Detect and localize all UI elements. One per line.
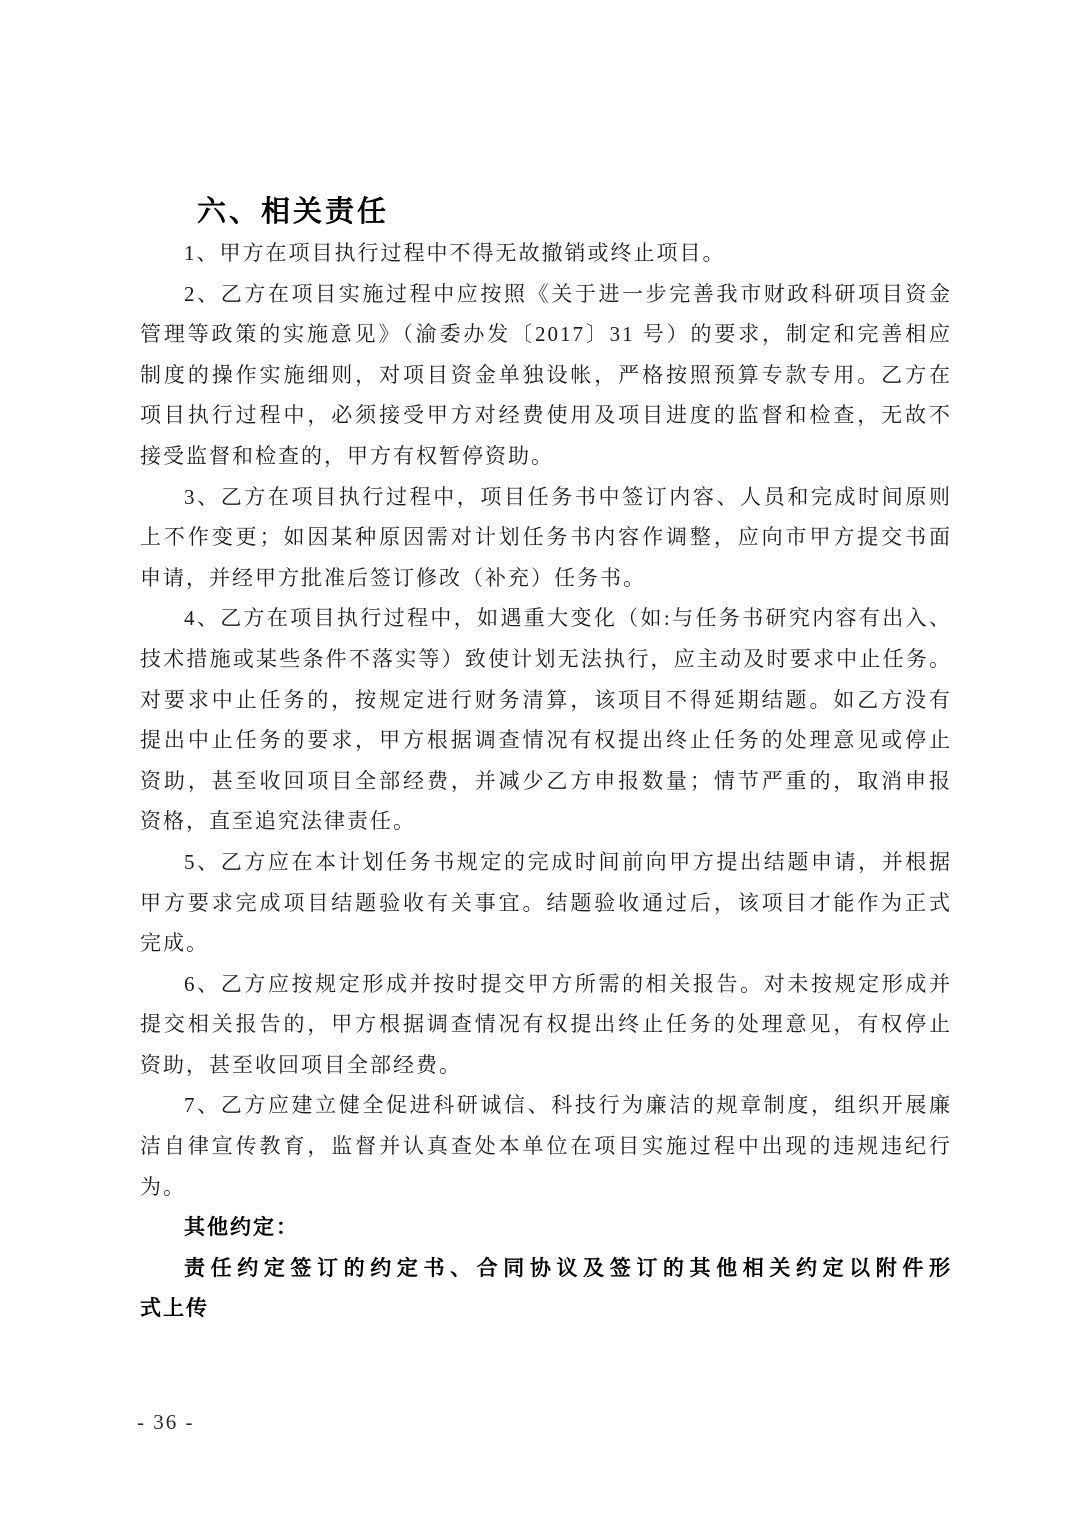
text-line: 2、乙方在项目实施过程中应按照《关于进一步完善我市财政科研项目资金 bbox=[184, 281, 952, 306]
text-line: 3、乙方在项目执行过程中，项目任务书中签订内容、人员和完成时间原则 bbox=[184, 484, 952, 509]
text-line: 提交相关报告的，甲方根据调查情况有权提出终止任务的处理意见，有权停止 bbox=[140, 1012, 952, 1037]
paragraph bbox=[140, 274, 952, 477]
text-line: 资助，甚至收回项目全部经费。 bbox=[140, 1052, 462, 1077]
paragraph bbox=[140, 233, 952, 274]
paragraph bbox=[140, 1248, 952, 1329]
text-line: 7、乙方应建立健全促进科研诚信、科技行为廉洁的规章制度，组织开展廉 bbox=[184, 1093, 952, 1118]
text-line: 4、乙方在项目执行过程中，如遇重大变化（如:与任务书研究内容有出入、 bbox=[184, 606, 952, 631]
text-line: 5、乙方应在本计划任务书规定的完成时间前向甲方提出结题申请，并根据 bbox=[184, 849, 952, 874]
text-line: 项目执行过程中，必须接受甲方对经费使用及项目进度的监督和检查，无故不 bbox=[140, 403, 952, 428]
text-line: 申请，并经甲方批准后签订修改（补充）任务书。 bbox=[140, 565, 646, 590]
text-line: 接受监督和检查的，甲方有权暂停资助。 bbox=[140, 443, 554, 468]
text-line: 洁自律宣传教育，监督并认真查处本单位在项目实施过程中出现的违规违纪行 bbox=[140, 1134, 952, 1159]
text-line: 对要求中止任务的，按规定进行财务清算，该项目不得延期结题。如乙方没有 bbox=[140, 687, 952, 712]
paragraph bbox=[140, 964, 952, 1086]
text-line: 责任约定签订的约定书、合同协议及签订的其他相关约定以附件形 bbox=[184, 1255, 952, 1280]
text-line: 完成。 bbox=[140, 931, 209, 956]
text-line: 为。 bbox=[140, 1174, 186, 1199]
paragraph bbox=[140, 477, 952, 599]
paragraph bbox=[140, 842, 952, 964]
text-line: 管理等政策的实施意见》（渝委办发〔2017〕31 号）的要求，制定和完善相应 bbox=[140, 322, 952, 347]
text-line: 6、乙方应按规定形成并按时提交甲方所需的相关报告。对未按规定形成并 bbox=[184, 971, 952, 996]
document-body bbox=[140, 233, 952, 1329]
text-line: 其他约定： bbox=[184, 1215, 299, 1240]
text-line: 式上传 bbox=[140, 1296, 209, 1321]
text-line: 上不作变更；如因某种原因需对计划任务书内容作调整，应向市甲方提交书面 bbox=[140, 525, 952, 550]
text-line: 资助，甚至收回项目全部经费，并减少乙方申报数量；情节严重的，取消申报 bbox=[140, 768, 952, 793]
section-title: 六、相关责任 bbox=[197, 196, 390, 228]
paragraph bbox=[140, 1207, 952, 1248]
paragraph bbox=[140, 1085, 952, 1207]
text-line: 甲方要求完成项目结题验收有关事宜。结题验收通过后，该项目才能作为正式 bbox=[140, 890, 952, 915]
page-number: - 36 - bbox=[137, 1410, 195, 1434]
text-line: 制度的操作实施细则，对项目资金单独设帐，严格按照预算专款专用。乙方在 bbox=[140, 362, 952, 387]
text-line: 技术措施或某些条件不落实等）致使计划无法执行，应主动及时要求中止任务。 bbox=[140, 646, 952, 671]
paragraph bbox=[140, 598, 952, 842]
text-line: 提出中止任务的要求，甲方根据调查情况有权提出终止任务的处理意见或停止 bbox=[140, 728, 952, 753]
text-line: 资格，直至追究法律责任。 bbox=[140, 809, 416, 834]
text-line: 1、甲方在项目执行过程中不得无故撤销或终止项目。 bbox=[184, 241, 726, 265]
